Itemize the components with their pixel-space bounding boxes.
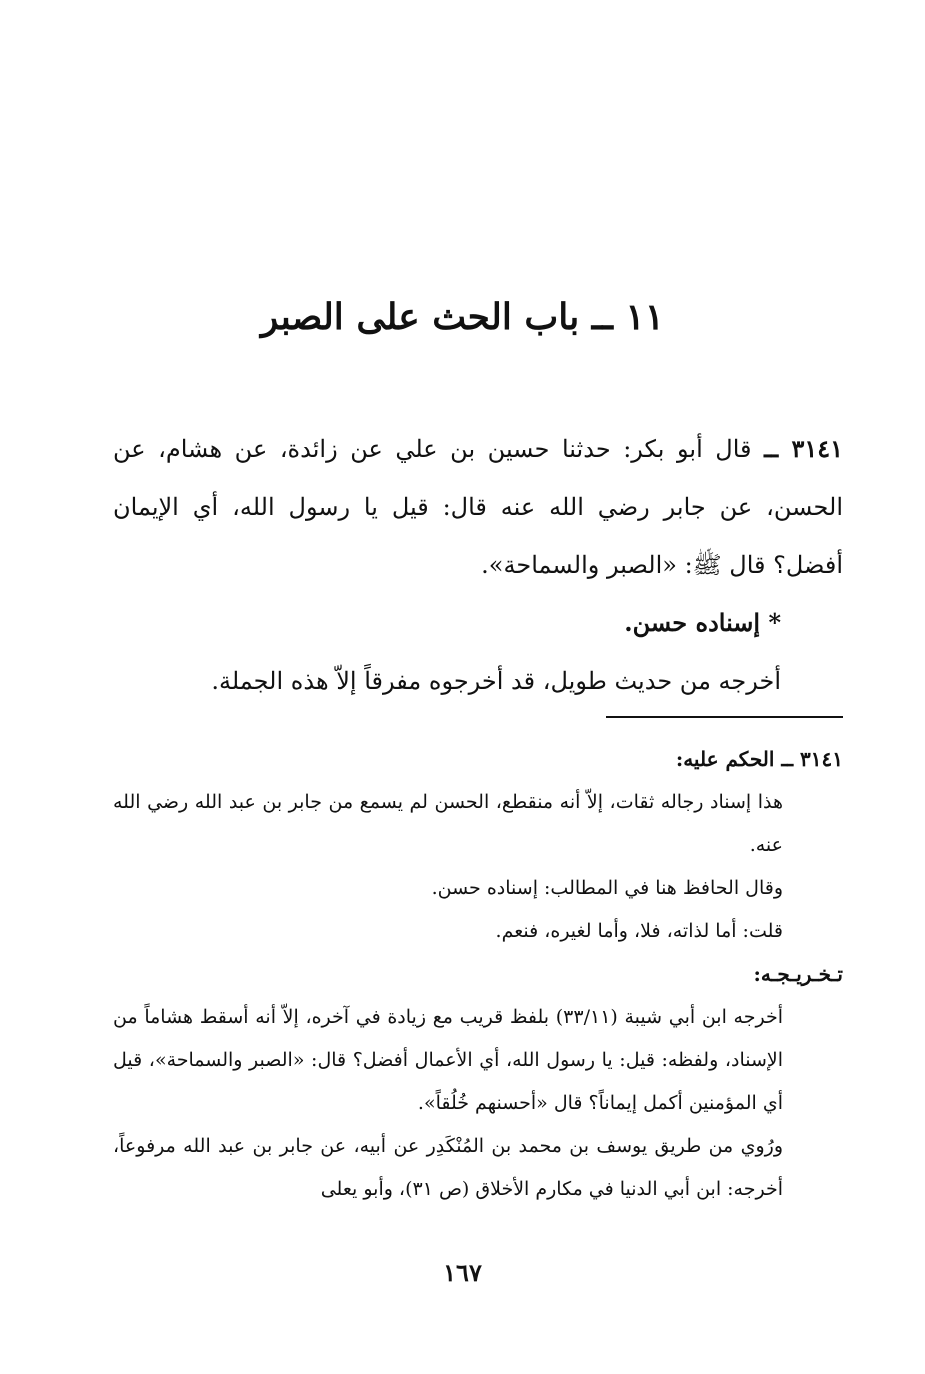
author-comment: قلت: أما لذاته، فلا، وأما لغيره، فنعم. xyxy=(495,920,783,942)
chapter-title: ١١ ــ باب الحث على الصبر xyxy=(260,296,665,338)
hadith-number: ٣١٤١ ــ xyxy=(764,434,843,463)
hadith-grade: * إسناده حسن. xyxy=(624,608,781,637)
hadith-note: أخرجه من حديث طويل، قد أخرجوه مفرقاً إلاّ هذه الجملة. xyxy=(211,667,781,695)
ruling-heading: ٣١٤١ ــ الحكم عليه: xyxy=(675,747,843,771)
hafiz-text: وقال الحافظ هنا في المطالب: إسناده حسن. xyxy=(431,877,783,899)
takhrij-heading: تـخـريـجـه: xyxy=(753,962,843,986)
footnotes xyxy=(113,738,843,1211)
hadith-paragraph xyxy=(113,420,843,594)
takhrij-text: أخرجه ابن أبي شيبة (٣٣/١١) بلفظ قريب مع زيادة في آخره، إلاّ أنه أسقط هشاماً من الإسناد، ولفظه: قيل: يا رسول الله، أي الأعمال أفضل؟ قال: «الصبر والسماحة»، قيل أي المؤمنين أكمل إيماناً؟ قال «أحسنهم خُلُقاً». xyxy=(113,1006,783,1114)
main-text xyxy=(113,420,843,710)
hadith-text: قال أبو بكر: حدثنا حسين بن علي عن زائدة، عن هشام، عن الحسن، عن جابر رضي الله عنه قال: قيل يا رسول الله، أي الإيمان أفضل؟ قال ﷺ: «الصبر والسماحة». xyxy=(113,435,843,579)
footnote-divider xyxy=(606,716,843,718)
other-route-text: ورُوي من طريق يوسف بن محمد بن المُنْكَدِر عن أبيه، عن جابر بن عبد الله مرفوعاً، أخرجه: ابن أبي الدنيا في مكارم الأخلاق (ص ٣١)، وأبو يعلى xyxy=(113,1135,783,1200)
ruling-text: هذا إسناد رجاله ثقات، إلاّ أنه منقطع، الحسن لم يسمع من جابر بن عبد الله رضي الله عنه. xyxy=(113,791,783,856)
page-number: ١٦٧ xyxy=(443,1258,482,1287)
